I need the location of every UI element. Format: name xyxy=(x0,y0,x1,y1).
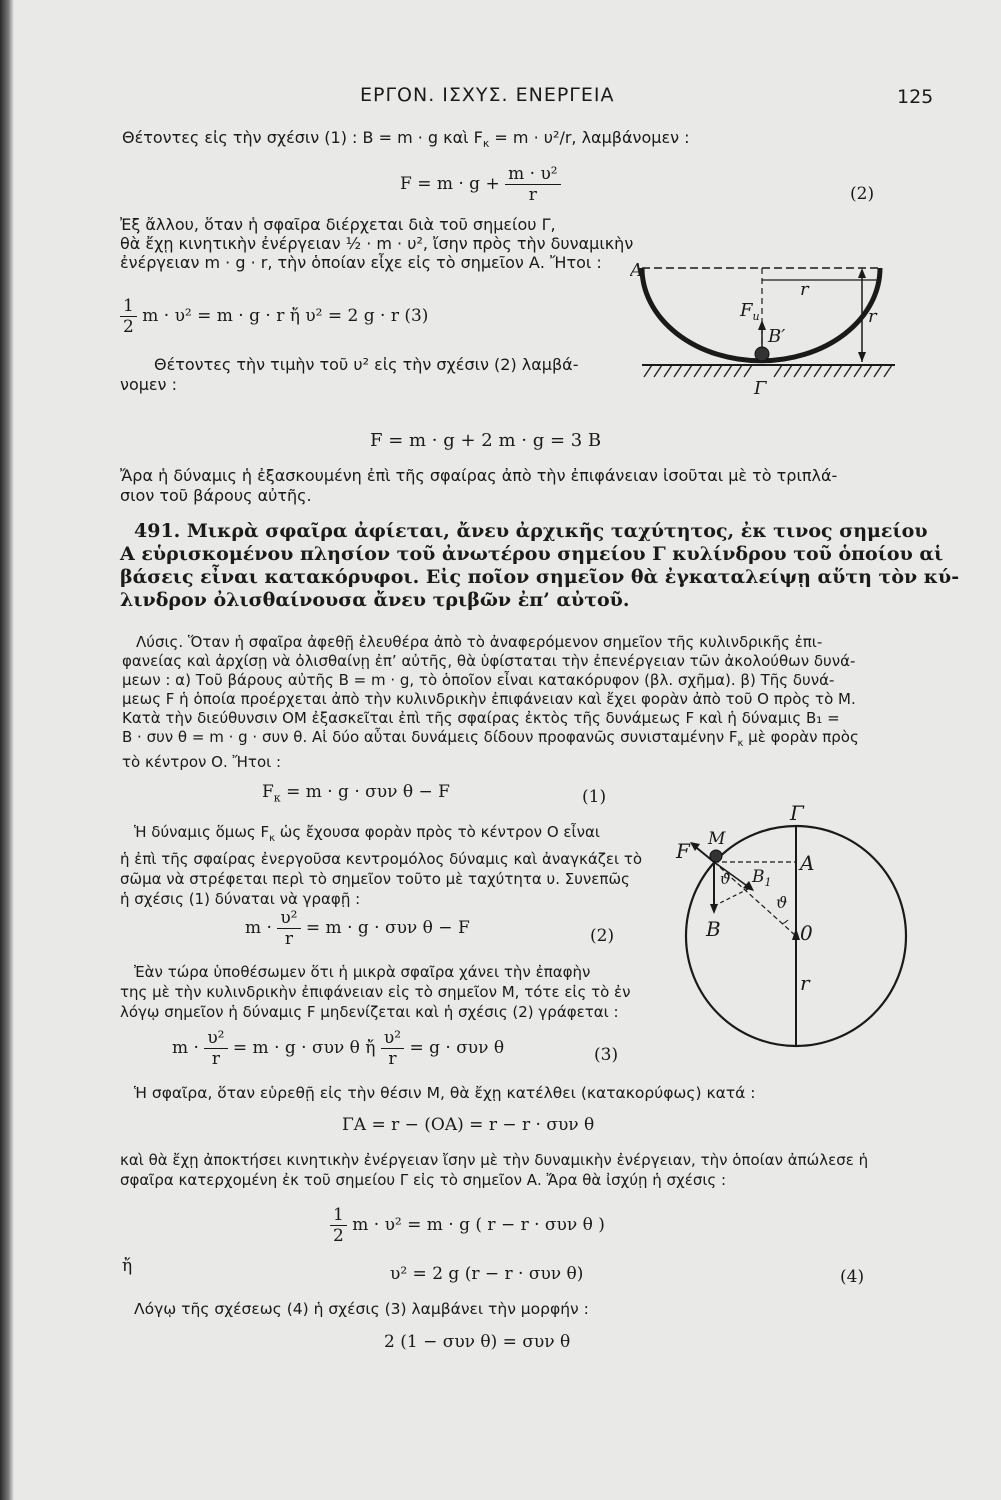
solution-equation-1-label: (1) xyxy=(582,787,607,807)
contact-paragraph: Ἐὰν τώρα ὑποθέσωμεν ὅτι ἡ μικρὰ σφαῖρα χάνει τὴν ἐπαφὴν της μὲ τὴν κυλινδρικὴν ἐπιφάνειαν εἰς τὸ σημεῖον Μ, τότε εἰς τὸ ἐν λόγῳ σημεῖον ἡ δύναμις F μηδενίζεται καὶ ἡ σχέσις (2) γράφεται : xyxy=(120,963,631,1021)
final-equation: 2 (1 − συν θ) = συν θ xyxy=(384,1332,571,1352)
label-A-2: A xyxy=(800,851,815,875)
label-B-prime: B′ xyxy=(768,326,786,347)
equation-3: $\frac{1}{2}$ m · υ² = m · g · r ἤ υ² = 2 g · r (3) xyxy=(120,296,428,337)
solution-equation-1: $F_\kappa = m \cdot g \cdot \sigma\upsilon\nu$ θ − F xyxy=(262,782,450,805)
result-equation: F = m · g + 2 m · g = 3 B xyxy=(370,430,602,451)
solution-equation-4-label: (4) xyxy=(840,1267,865,1287)
bowl-figure xyxy=(630,250,910,400)
label-theta-M: ϑ xyxy=(720,870,731,888)
problem-491: 491. Μικρὰ σφαῖρα ἀφίεται, ἄνευ ἀρχικῆς ταχύτητος, ἐκ τινος σημείου Α εὑρισκομένου πλησίον τοῦ ἀνωτέρου σημείου Γ κυλίνδρου τοῦ ὁποίου αἱ βάσεις εἶναι κατακόρυφοι. Εἰς ποῖον σημεῖον θὰ ἐγκαταλείψῃ αὕτη τὸν κύ- λινδρον ὀλισθαίνουσα ἄνευ τριβῶν ἐπ’ αὐτοῦ. xyxy=(120,520,960,611)
label-B: B xyxy=(706,917,721,941)
conclusion: Ἄρα ἡ δύναμις ἡ ἐξασκουμένη ἐπὶ τῆς σφαίρας ἀπὸ τὴν ἐπιφάνειαν ἰσοῦται μὲ τὸ τριπλά- σιον τοῦ βάρους αὐτῆς. xyxy=(120,466,838,505)
solution-equation-4: υ² = 2 g (r − r · συν θ) xyxy=(390,1264,584,1284)
label-Fu: $F_u$ xyxy=(740,300,760,323)
fall-paragraph: Ἡ σφαῖρα, ὅταν εὑρεθῇ εἰς τὴν θέσιν Μ, θὰ ἔχῃ κατέλθει (κατακορύφως) κατά : xyxy=(134,1084,756,1102)
circle-figure xyxy=(672,800,932,1080)
label-F: F xyxy=(676,839,690,863)
intro-line: Θέτοντες εἰς τὴν σχέσιν (1) : Β = m · g καὶ $F_\kappa = m \cdot \upsilon^2/r$, λαμβάνομεν : xyxy=(122,128,690,151)
label-theta: ϑ xyxy=(776,893,788,912)
paragraph-substitute: Θέτοντες τὴν τιμὴν τοῦ υ² εἰς τὴν σχέσιν (2) λαμβά- νομεν : xyxy=(120,355,579,394)
solution-paragraph: Λύσις. Ὅταν ἡ σφαῖρα ἀφεθῇ ἐλευθέρα ἀπὸ τὸ ἀναφερόμενον σημεῖον τῆς κυλινδρικῆς ἐπι- φανείας καὶ ἀρχίσῃ νὰ ὀλισθαίνῃ ἐπ’ αὐτῆς, θὰ ὑφίσταται τὴν ἐπενέργειαν τῶν ἀκολούθων δυνά- μεων : α) Τοῦ βάρους αὐτῆς Β = m · g, τὸ ὁποῖον εἶναι κατακόρυφον (βλ. σχῆμα). β) Τῆς δυνά- μεως F ἡ ὁποία προέρχεται ἀπὸ τὴν κυλινδρικὴν ἐπιφάνειαν καὶ ἔχει φορὰν ἀπὸ τοῦ Ο πρὸς τὸ Μ. Κατὰ τὴν διεύθυνσιν ΟΜ ἐξασκεῖται ἐπὶ τῆς σφαίρας ἐκτὸς τῆς δυνάμεως F καὶ ἡ δύναμις B₁ = Β · συν θ = m · g · συν θ. Αἱ δύο αὗται δυνάμεις δίδουν προφανῶς συνισταμένην $F_\kappa$ μὲ φορὰν πρὸς τὸ κέντρον Ο. Ἤτοι : xyxy=(122,633,859,771)
solution-equation-2-label: (2) xyxy=(590,926,615,946)
page-number: 125 xyxy=(897,86,934,108)
label-O: 0 xyxy=(800,921,813,945)
solution-equation-3-label: (3) xyxy=(594,1045,619,1065)
energy-equation: $\frac{1}{2}$ m · υ² = m · g ( r − r · συν θ ) xyxy=(330,1205,605,1246)
ground-hatching xyxy=(644,365,892,377)
label-r: r xyxy=(800,971,810,995)
paragraph-energy: Ἐξ ἄλλου, ὅταν ἡ σφαῖρα διέρχεται διὰ τοῦ σημείου Γ, θὰ ἔχῃ κινητικὴν ἐνέργειαν ½ · m · υ², ἴσην πρὸς τὴν δυναμικὴν ἐνέργειαν m · g · r, τὴν ὁποίαν εἶχε εἰς τὸ σημεῖον Α. Ἤτοι : xyxy=(120,215,634,272)
form-paragraph: Λόγῳ τῆς σχέσεως (4) ἡ σχέσις (3) λαμβάνει τὴν μορφήν : xyxy=(134,1300,589,1318)
label-B1: $B_1$ xyxy=(752,867,772,889)
label-Gamma: Γ xyxy=(754,378,767,399)
label-r-side: r xyxy=(868,306,877,327)
ga-equation: ΓΑ = r − (ΟΑ) = r − r · συν θ xyxy=(342,1115,595,1135)
equation-2: F = m · g + $\frac{\text{m · υ²}}{r}$ xyxy=(400,164,561,205)
or-word: ἤ xyxy=(122,1256,133,1276)
centripetal-paragraph: Ἡ δύναμις ὅμως $F_\kappa$ ὡς ἔχουσα φορὰν πρὸς τὸ κέντρον Ο εἶναι ἡ ἐπὶ τῆς σφαίρας ἐνεργοῦσα κεντρομόλος δύναμις καὶ ἀναγκάζει τὸ σῶμα νὰ στρέφεται περὶ τὸ σημεῖον τοῦτο μὲ ταχύτητα υ. Συνεπῶς ἡ σχέσις (1) δύναται νὰ γραφῇ : xyxy=(120,823,643,908)
label-Gamma-2: Γ xyxy=(790,801,804,825)
label-M: M xyxy=(708,829,726,849)
ball-M xyxy=(710,850,722,862)
ball xyxy=(755,347,769,361)
equation-2-label: (2) xyxy=(850,184,875,204)
running-title: ΕΡΓΟΝ. ΙΣΧΥΣ. ΕΝΕΡΓΕΙΑ xyxy=(360,84,615,106)
energy-paragraph: καὶ θὰ ἔχῃ ἀποκτήσει κινητικὴν ἐνέργειαν ἴσην μὲ τὴν δυναμικὴν ἐνέργειαν, τὴν ὁποίαν ἀπώλεσε ἡ σφαῖρα κατερχομένη ἐκ τοῦ σημείου Γ εἰς τὸ σημεῖον Α. Ἄρα θὰ ἰσχύῃ ἡ σχέσις : xyxy=(120,1151,869,1189)
label-A: A xyxy=(630,260,643,281)
solution-equation-3: m · $\frac{\text{υ²}}{r}$ = m · g · συν θ ἤ $\frac{\text{υ²}}{r}$ = g · συν θ xyxy=(172,1028,505,1069)
label-r-top: r xyxy=(800,279,809,300)
solution-equation-2: m · $\frac{\text{υ²}}{r}$ = m · g · συν θ − F xyxy=(245,908,470,949)
